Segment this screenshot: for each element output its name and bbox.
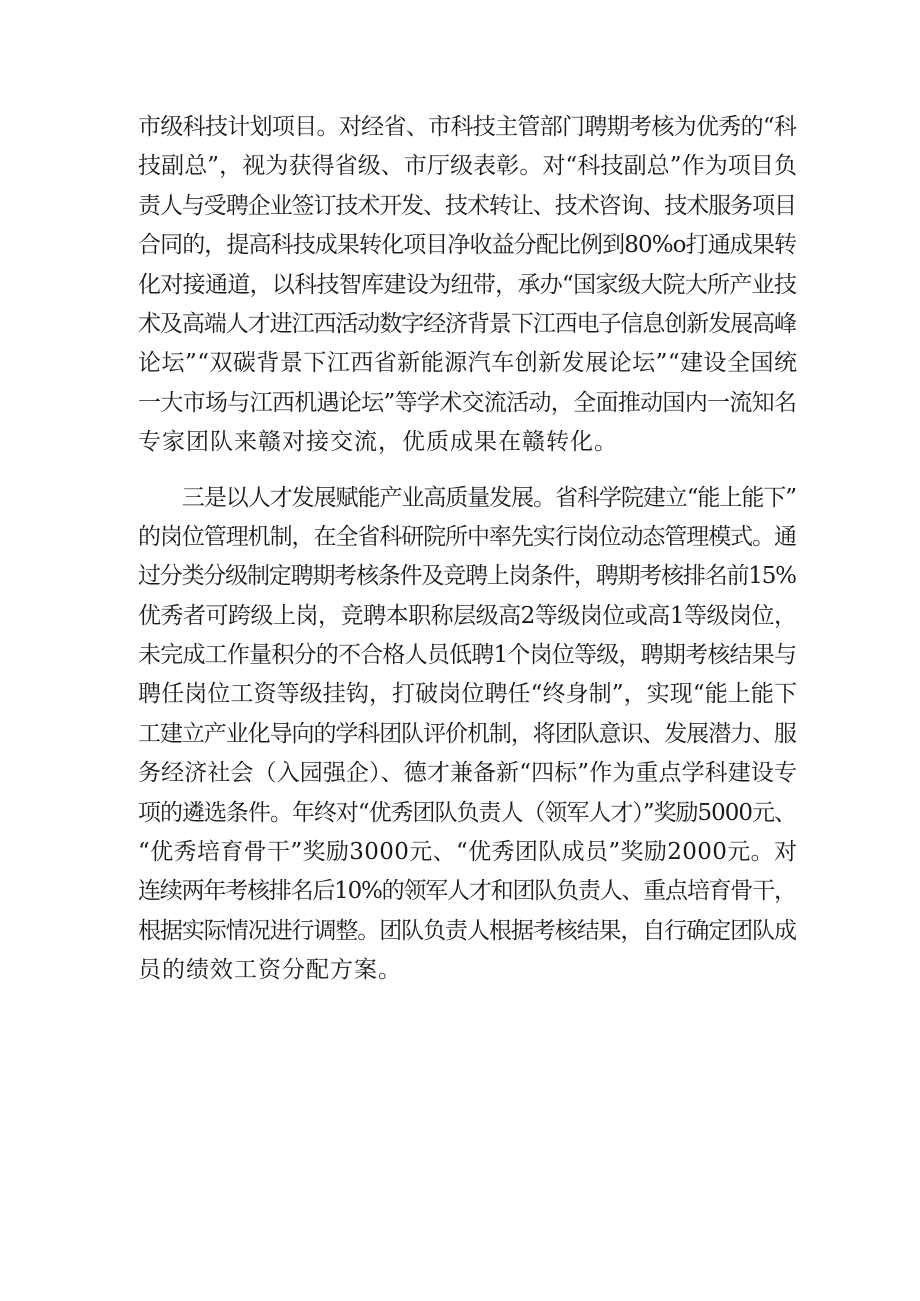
text-line: 术及高端人才进江西活动数字经济背景下江西电子信息创新发展高峰 — [138, 310, 796, 337]
text-line: 三是以人才发展赋能产业高质量发展。省科学院建立“能上能下” — [138, 484, 796, 511]
text-line: 合同的，提高科技成果转化项目净收益分配比例到80%o打通成果转 — [138, 232, 797, 259]
document-body — [138, 108, 798, 991]
text-line: 专家团队来赣对接交流，优质成果在赣转化。 — [138, 429, 618, 456]
text-line: 优秀者可跨级上岗，竞聘本职称层级高2等级岗位或高1等级岗位， — [138, 602, 797, 629]
text-line: 连续两年考核排名后10%的领军人才和团队负责人、重点培育骨干， — [138, 878, 796, 905]
text-line: 过分类分级制定聘期考核条件及竞聘上岗条件，聘期考核排名前15% — [138, 563, 796, 590]
text-line: 化对接通道，以科技智库建设为纽带，承办“国家级大院大所产业技 — [138, 271, 797, 298]
text-line: 根据实际情况进行调整。团队负责人根据考核结果，自行确定团队成 — [138, 917, 796, 944]
text-line: 技副总”，视为获得省级、市厅级表彰。对“科技副总”作为项目负 — [138, 153, 798, 180]
text-line: 工建立产业化导向的学科团队评价机制，将团队意识、发展潜力、服 — [138, 720, 796, 747]
paragraph-gap — [138, 463, 798, 479]
text-line: 务经济社会（入园强企）、德才兼备新“四标”作为重点学科建设专 — [138, 760, 798, 787]
text-line: 项的遴选条件。年终对“优秀团队负责人（领军人才）”奖励5000元、 — [138, 799, 796, 826]
text-line: 聘任岗位工资等级挂钩，打破岗位聘任“终身制”，实现“能上能下 — [138, 681, 798, 708]
paragraph-2 — [138, 479, 798, 991]
paragraph-1 — [138, 108, 798, 463]
text-line: 论坛”“双碳背景下江西省新能源汽车创新发展论坛”“建设全国统 — [138, 350, 798, 377]
text-line: “优秀培育骨干”奖励3000元、“优秀团队成员”奖励2000元。对 — [138, 839, 798, 866]
text-line: 责人与受聘企业签订技术开发、技术转让、技术咨询、技术服务项目 — [138, 192, 796, 219]
text-line: 员的绩效工资分配方案。 — [138, 957, 402, 984]
text-line: 的岗位管理机制，在全省科研院所中率先实行岗位动态管理模式。通 — [138, 523, 796, 550]
text-line: 市级科技计划项目。对经省、市科技主管部门聘期考核为优秀的“科 — [138, 114, 797, 140]
text-line: 未完成工作量积分的不合格人员低聘1个岗位等级，聘期考核结果与 — [138, 642, 797, 669]
text-line: 一大市场与江西机遇论坛”等学术交流活动，全面推动国内一流知名 — [138, 389, 797, 416]
